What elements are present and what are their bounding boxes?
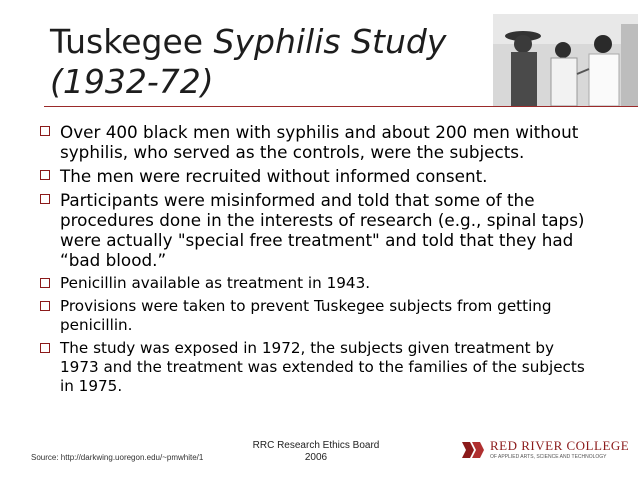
title-divider [44,106,638,107]
photo-image [493,14,638,106]
source-citation: Source: http://darkwing.uoregon.edu/~pmwhite/1 [31,453,204,462]
historical-photo [493,14,638,106]
slide-title [50,22,490,102]
footer-center-text [246,440,386,464]
checkbox-bullet-icon [40,194,50,204]
footer-year: 2006 [304,452,328,463]
logo-name: RED RIVER COLLEGE [490,438,630,453]
college-logo [460,436,630,464]
bullet-item [36,122,596,162]
bullet-item [36,297,596,335]
bullet-text: Participants were misinformed and told that some of the procedures done in the interests of research (e.g., spinal taps) were actually "special free treatment" and told that they had “bad blood.” [60,190,585,270]
bullet-text: The men were recruited without informed consent. [60,166,488,186]
bullet-item [36,190,596,270]
bullet-text: Penicillin available as treatment in 1943. [60,274,371,292]
title-normal-text: Tuskegee [50,22,214,61]
logo-emblem-icon [460,438,486,462]
bullet-list [36,122,596,400]
title-italic-text: Syphilis Study [213,22,447,61]
left-margin [0,0,23,479]
checkbox-bullet-icon [40,170,50,180]
checkbox-bullet-icon [40,301,50,311]
bullet-item [36,274,596,293]
bullet-item [36,166,596,186]
bullet-item [36,339,596,396]
bullet-text: Over 400 black men with syphilis and about 200 men without syphilis, who served as the controls, were the subjects. [60,122,579,162]
bullet-text: Provisions were taken to prevent Tuskegee subjects from getting penicillin. [60,297,552,334]
checkbox-bullet-icon [40,278,50,288]
checkbox-bullet-icon [40,343,50,353]
bullet-text: The study was exposed in 1972, the subjects given treatment by 1973 and the treatment was extended to the families of the subjects in 1975. [60,339,585,395]
title-years: (1932-72) [50,62,214,101]
checkbox-bullet-icon [40,126,50,136]
logo-tagline: OF APPLIED ARTS, SCIENCE AND TECHNOLOGY [490,454,607,460]
footer-organization: RRC Research Ethics Board [252,440,380,451]
